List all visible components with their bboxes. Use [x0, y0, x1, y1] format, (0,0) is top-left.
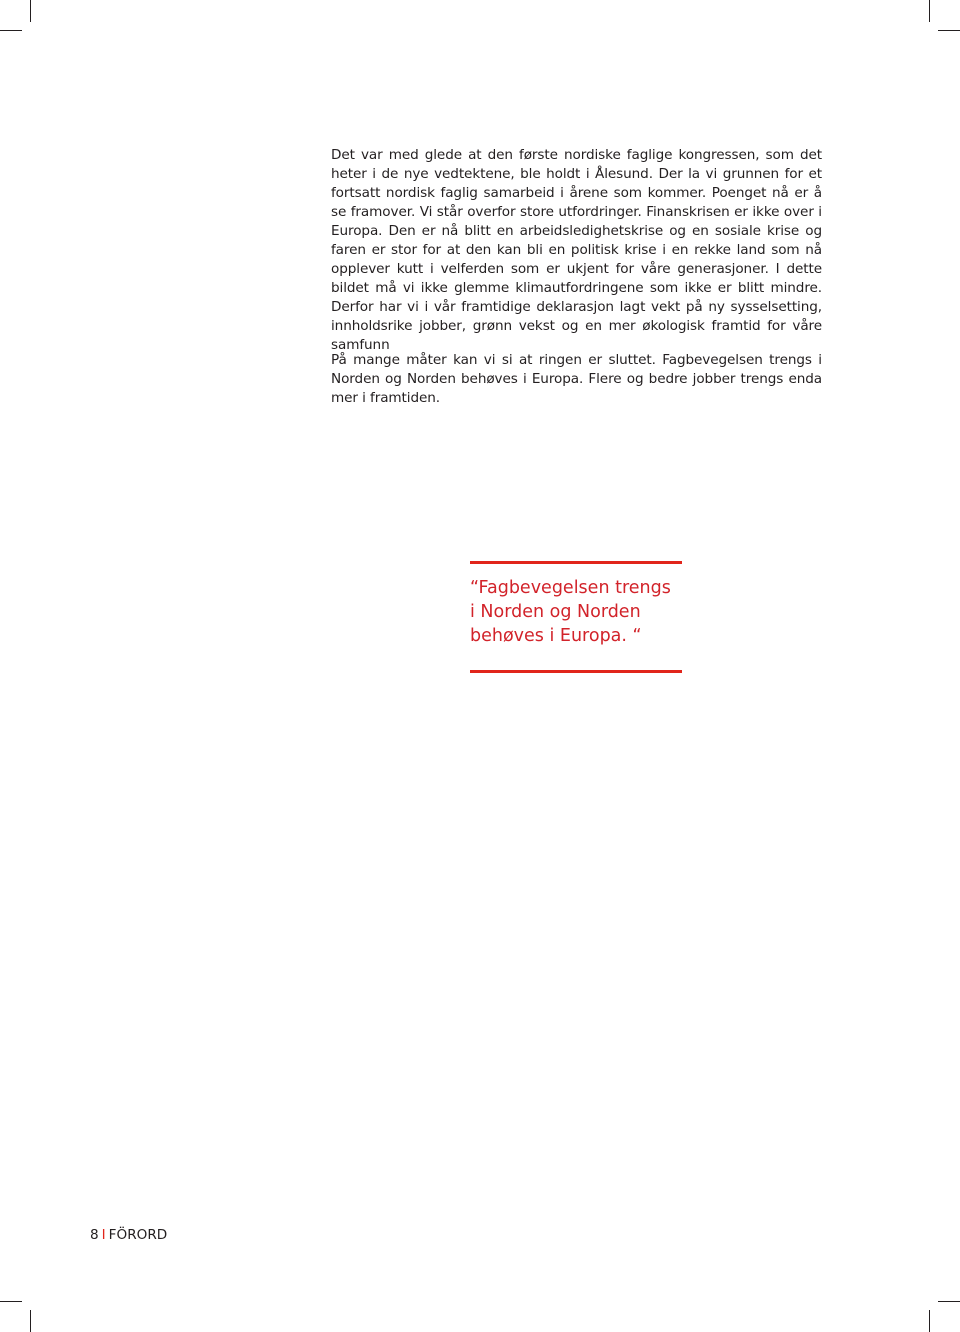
footer-separator: I [101, 1227, 106, 1243]
page-number: 8 [90, 1227, 99, 1243]
pullquote-rule-bottom [470, 670, 682, 673]
page-footer [90, 1226, 167, 1244]
pullquote-rule-top [470, 561, 682, 564]
body-paragraph-1: Det var med glede at den første nordiske faglige kongressen, som det heter i de nye vedtektene, ble holdt i Ålesund. Der la vi grunnen for et fortsatt nordisk faglig samarbeid i årene som kommer. Poenget nå er å se framover. Vi står overfor store utfordringer. Finanskrisen er ikke over i Europa. Den er nå blitt en arbeidsledighetskrise og en sosiale krise og faren er stor for at den kan bli en politisk krise i en rekke land som nå opplever kutt i velferden som er ukjent for våre generasjoner. I dette bildet må vi ikke glemme klimautfordringene som ikke er blitt mindre. Derfor har vi i vår framtidige deklarasjon lagt vekt på ny sysselsetting, innholdsrike jobber, grønn vekst og en mer økologisk framtid for våre samfunn [331, 147, 822, 353]
body-paragraph-2: På mange måter kan vi si at ringen er sluttet. Fagbevegelsen trengs i Norden og Norden behøves i Europa. Flere og bedre jobber trengs enda mer i framtiden. [331, 352, 822, 406]
crop-mark-top-right-h [938, 30, 960, 31]
crop-mark-bottom-left [30, 1310, 31, 1332]
crop-mark-top-right [929, 0, 930, 22]
crop-mark-top-left-h [0, 30, 22, 31]
crop-mark-top-left [30, 0, 31, 22]
crop-mark-bottom-right-h [938, 1301, 960, 1302]
pullquote-line-2: i Norden og Norden [470, 602, 641, 622]
pullquote-line-1: “Fagbevegelsen trengs [470, 578, 671, 598]
pullquote-line-3: behøves i Europa. “ [470, 626, 642, 646]
crop-mark-bottom-right [929, 1310, 930, 1332]
crop-mark-bottom-left-h [0, 1301, 22, 1302]
pullquote [470, 576, 700, 648]
section-name: FÖRORD [108, 1227, 168, 1243]
